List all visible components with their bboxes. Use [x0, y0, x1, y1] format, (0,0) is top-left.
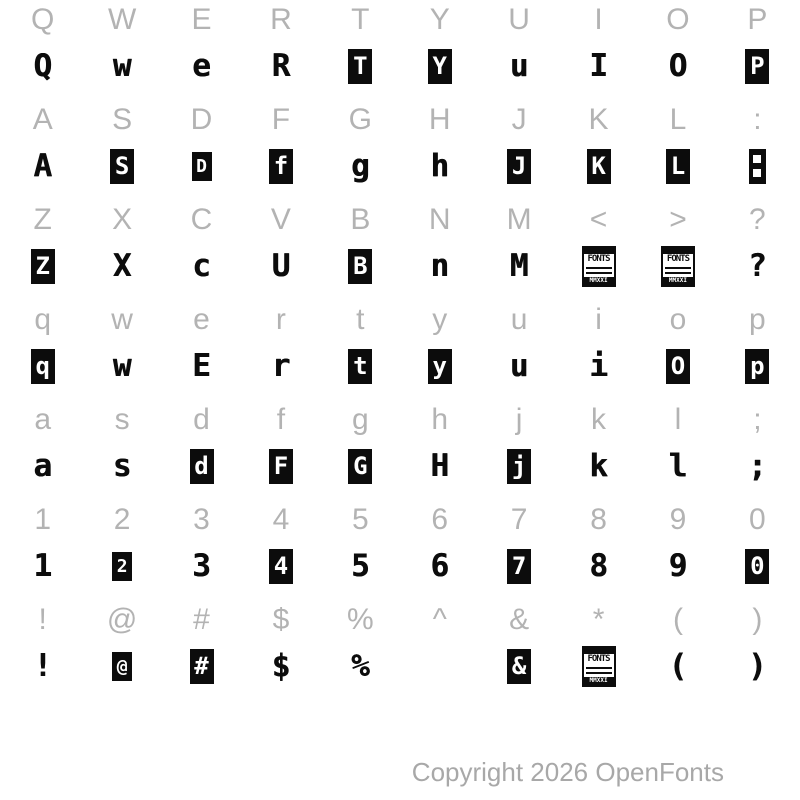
- glyph-cell: [638, 142, 717, 190]
- reference-row: [0, 100, 800, 140]
- glyph-cell: [3, 542, 82, 590]
- reference-char: D: [190, 103, 213, 136]
- fonts-stamp-glyph: [582, 246, 616, 287]
- stamp-line: [586, 672, 612, 674]
- stamp-line: [586, 267, 612, 269]
- reference-row: [0, 200, 800, 240]
- reference-char: ): [752, 603, 763, 636]
- glyph-cell: [718, 442, 797, 490]
- reference-char: F: [271, 103, 291, 136]
- glyph-cell: [559, 442, 638, 490]
- glyph-char: H: [430, 447, 450, 484]
- glyph-char: 8: [589, 547, 608, 584]
- reference-char: 6: [431, 503, 449, 536]
- glyph-cell: [241, 242, 320, 290]
- stamp-fineprint-lines: [584, 264, 614, 277]
- glyph-char: 9: [668, 547, 688, 584]
- glyph-cell: [479, 42, 558, 90]
- reference-char: l: [674, 403, 682, 436]
- stamp-title-text: FONTS: [587, 253, 610, 264]
- glyph-char-inverted: 0: [745, 549, 769, 584]
- reference-char: <: [589, 203, 608, 236]
- glyph-char-inverted: Y: [428, 49, 452, 84]
- stamp-line: [665, 267, 691, 269]
- glyph-cell: [400, 642, 479, 690]
- glyph-char-inverted: T: [348, 49, 372, 84]
- glyph-char: !: [33, 647, 53, 684]
- glyph-cell: [241, 542, 320, 590]
- glyph-cell: [718, 42, 797, 90]
- glyph-char: X: [112, 247, 132, 284]
- glyph-cell: [82, 342, 161, 390]
- glyph-cell: [162, 242, 241, 290]
- glyph-row: [0, 142, 800, 190]
- charmap-row-pair: [0, 500, 800, 600]
- reference-char: S: [112, 103, 133, 136]
- glyph-cell: [82, 142, 161, 190]
- glyph-char: Q: [33, 47, 53, 84]
- glyph-char: h: [430, 147, 450, 184]
- glyph-colon-inverted: [749, 149, 766, 184]
- glyph-char: ?: [748, 247, 767, 284]
- glyph-cell: [718, 242, 797, 290]
- reference-char: 5: [351, 503, 369, 536]
- reference-char: y: [432, 303, 448, 336]
- reference-char: H: [428, 103, 451, 136]
- glyph-row: [0, 442, 800, 490]
- glyph-char-inverted: J: [507, 149, 531, 184]
- stamp-line: [586, 272, 612, 274]
- reference-char: p: [749, 303, 766, 336]
- glyph-cell: [82, 442, 161, 490]
- reference-char: a: [34, 403, 52, 436]
- reference-char: g: [351, 403, 369, 436]
- reference-char: X: [112, 203, 133, 236]
- glyph-char-inverted: F: [269, 449, 293, 484]
- glyph-char-inverted: Z: [31, 249, 55, 284]
- glyph-cell: [321, 242, 400, 290]
- glyph-row: [0, 342, 800, 390]
- glyph-row: [0, 242, 800, 290]
- glyph-cell: [559, 642, 638, 690]
- reference-char: r: [275, 303, 286, 336]
- reference-char: K: [588, 103, 609, 136]
- reference-char: q: [34, 303, 52, 336]
- stamp-fineprint-lines: [584, 664, 614, 677]
- reference-char: ;: [753, 403, 762, 436]
- glyph-cell: [638, 542, 717, 590]
- reference-char: #: [193, 603, 210, 636]
- stamp-title-text: FONTS: [666, 253, 689, 264]
- reference-row: [0, 600, 800, 640]
- glyph-row: [0, 642, 800, 690]
- reference-char: (: [672, 603, 683, 636]
- glyph-cell: [638, 242, 717, 290]
- reference-char: 0: [749, 503, 766, 536]
- reference-char: 2: [113, 503, 131, 536]
- stamp-year-text: MMXXI: [584, 277, 614, 285]
- reference-char: :: [753, 103, 762, 136]
- glyph-char-inverted: @: [112, 652, 132, 681]
- charmap-row-pair: [0, 300, 800, 400]
- glyph-cell: [82, 242, 161, 290]
- glyph-char: E: [192, 347, 211, 384]
- stamp-year-text: MMXXI: [663, 277, 693, 285]
- glyph-char: k: [589, 447, 608, 484]
- glyph-char: (: [668, 647, 688, 684]
- reference-char: d: [193, 403, 210, 436]
- glyph-cell: [559, 42, 638, 90]
- glyph-char: a: [33, 447, 53, 484]
- glyph-char-inverted: f: [269, 149, 293, 184]
- glyph-cell: [559, 242, 638, 290]
- reference-char: ^: [432, 603, 447, 636]
- glyph-cell: [162, 142, 241, 190]
- reference-char: @: [106, 603, 138, 636]
- reference-row: [0, 400, 800, 440]
- glyph-char-inverted: K: [587, 149, 611, 184]
- glyph-char: 6: [430, 547, 450, 584]
- reference-char: h: [431, 403, 449, 436]
- reference-char: %: [346, 603, 374, 636]
- glyph-char: $: [271, 647, 291, 684]
- charmap-row-pair: [0, 400, 800, 500]
- reference-char: Q: [31, 3, 55, 36]
- glyph-cell: [718, 142, 797, 190]
- reference-char: >: [669, 203, 687, 236]
- glyph-char: u: [509, 347, 529, 384]
- glyph-cell: [559, 142, 638, 190]
- glyph-cell: [3, 342, 82, 390]
- copyright-text: Copyright 2026 OpenFonts: [411, 757, 724, 787]
- glyph-char-inverted: d: [190, 449, 214, 484]
- glyph-cell: [400, 542, 479, 590]
- reference-char: 1: [34, 503, 52, 536]
- glyph-cell: [400, 242, 479, 290]
- reference-char: w: [111, 303, 133, 336]
- glyph-cell: [241, 142, 320, 190]
- glyph-cell: [82, 42, 161, 90]
- glyph-char-inverted: P: [745, 49, 769, 84]
- glyph-cell: [638, 342, 717, 390]
- glyph-cell: [321, 342, 400, 390]
- glyph-char: u: [509, 47, 529, 84]
- glyph-cell: [400, 342, 479, 390]
- glyph-char-inverted: B: [348, 249, 372, 284]
- glyph-cell: [559, 342, 638, 390]
- glyph-cell: [3, 142, 82, 190]
- glyph-cell: [3, 642, 82, 690]
- reference-row: [0, 0, 800, 40]
- reference-char: 3: [193, 503, 210, 536]
- glyph-cell: [162, 542, 241, 590]
- glyph-cell: [559, 542, 638, 590]
- glyph-cell: [638, 642, 717, 690]
- glyph-char-inverted: 7: [507, 549, 531, 584]
- glyph-cell: [479, 242, 558, 290]
- reference-char: *: [592, 603, 605, 636]
- glyph-char: U: [271, 247, 291, 284]
- glyph-cell: [3, 42, 82, 90]
- reference-char: e: [193, 303, 210, 336]
- glyph-char: R: [271, 47, 291, 84]
- glyph-char-inverted: O: [666, 349, 690, 384]
- glyph-cell: [162, 442, 241, 490]
- glyph-char-inverted: q: [31, 349, 55, 384]
- glyph-cell: [82, 542, 161, 590]
- glyph-cell: [479, 642, 558, 690]
- reference-char: k: [591, 403, 607, 436]
- reference-char: s: [114, 403, 130, 436]
- glyph-cell: [638, 442, 717, 490]
- glyph-char: w: [112, 347, 132, 384]
- reference-char: T: [351, 3, 370, 36]
- reference-char: $: [272, 603, 290, 636]
- glyph-cell: [321, 42, 400, 90]
- glyph-char-inverted: 2: [112, 552, 132, 581]
- glyph-cell: [241, 342, 320, 390]
- reference-char: L: [669, 103, 687, 136]
- reference-char: B: [350, 203, 371, 236]
- glyph-cell: [479, 342, 558, 390]
- glyph-cell: [718, 642, 797, 690]
- reference-row: [0, 300, 800, 340]
- reference-char: W: [107, 3, 137, 36]
- glyph-cell: [479, 142, 558, 190]
- glyph-char: ;: [748, 447, 767, 484]
- glyph-char: r: [271, 347, 291, 384]
- fonts-stamp-glyph: [661, 246, 695, 287]
- glyph-cell: [718, 542, 797, 590]
- glyph-cell: [3, 242, 82, 290]
- glyph-cell: [162, 42, 241, 90]
- glyph-cell: [3, 442, 82, 490]
- reference-char: !: [38, 603, 47, 636]
- reference-char: V: [270, 203, 291, 236]
- glyph-char: ): [748, 647, 767, 684]
- glyph-cell: [400, 442, 479, 490]
- reference-char: j: [515, 403, 523, 436]
- glyph-cell: [400, 42, 479, 90]
- glyph-char-inverted: L: [666, 149, 690, 184]
- glyph-char-inverted: S: [110, 149, 134, 184]
- reference-char: 9: [669, 503, 687, 536]
- glyph-cell: [162, 642, 241, 690]
- reference-char: J: [511, 103, 527, 136]
- glyph-cell: [479, 442, 558, 490]
- reference-char: A: [32, 103, 53, 136]
- glyph-cell: [321, 642, 400, 690]
- glyph-char-inverted: j: [507, 449, 531, 484]
- reference-char: O: [666, 3, 690, 36]
- glyph-cell: [82, 642, 161, 690]
- reference-char: 7: [510, 503, 528, 536]
- glyph-char: e: [192, 47, 211, 84]
- reference-char: I: [594, 3, 603, 36]
- reference-char: t: [356, 303, 365, 336]
- glyph-row: [0, 542, 800, 590]
- glyph-char: 3: [192, 547, 211, 584]
- glyph-char-inverted: D: [192, 152, 212, 181]
- reference-char: i: [595, 303, 602, 336]
- glyph-cell: [241, 442, 320, 490]
- charmap-row-pair: [0, 200, 800, 300]
- reference-char: C: [190, 203, 213, 236]
- glyph-char: 5: [350, 547, 370, 584]
- charmap-row-pair: [0, 0, 800, 100]
- reference-char: o: [669, 303, 687, 336]
- glyph-char: %: [350, 647, 370, 684]
- stamp-line: [665, 272, 691, 274]
- glyph-char: O: [668, 47, 688, 84]
- reference-char: E: [191, 3, 212, 36]
- glyph-char-inverted: 4: [269, 549, 293, 584]
- glyph-cell: [321, 442, 400, 490]
- charmap-row-pair: [0, 600, 800, 700]
- stamp-year-text: MMXXI: [584, 677, 614, 685]
- glyph-char: w: [112, 47, 132, 84]
- stamp-title-text: FONTS: [587, 653, 610, 664]
- glyph-char-inverted: G: [348, 449, 372, 484]
- fonts-stamp-glyph: [582, 646, 616, 687]
- glyph-char-inverted: t: [348, 349, 372, 384]
- reference-char: f: [276, 403, 286, 436]
- glyph-char: 1: [33, 547, 53, 584]
- reference-char: Z: [33, 203, 52, 236]
- reference-char: u: [510, 303, 528, 336]
- glyph-char: g: [350, 147, 370, 184]
- reference-char: R: [270, 3, 292, 36]
- stamp-line: [586, 667, 612, 669]
- glyph-char-inverted: &: [507, 649, 531, 684]
- glyph-char: s: [112, 447, 132, 484]
- glyph-cell: [162, 342, 241, 390]
- reference-char: Y: [429, 3, 450, 36]
- glyph-char: l: [668, 447, 688, 484]
- reference-char: P: [747, 3, 768, 36]
- glyph-cell: [241, 642, 320, 690]
- glyph-cell: [479, 542, 558, 590]
- glyph-cell: [321, 542, 400, 590]
- glyph-char-inverted: #: [190, 649, 214, 684]
- reference-char: G: [348, 103, 372, 136]
- charmap-row-pair: [0, 100, 800, 200]
- glyph-char-inverted: p: [745, 349, 769, 384]
- glyph-cell: [321, 142, 400, 190]
- glyph-char: I: [589, 47, 608, 84]
- glyph-cell: [718, 342, 797, 390]
- colon-dot: [753, 155, 761, 163]
- glyph-cell: [638, 42, 717, 90]
- reference-row: [0, 500, 800, 540]
- glyph-char: i: [589, 347, 608, 384]
- glyph-cell: [400, 142, 479, 190]
- reference-char: N: [428, 203, 451, 236]
- reference-char: &: [509, 603, 530, 636]
- reference-char: ?: [749, 203, 766, 236]
- glyph-char: n: [430, 247, 450, 284]
- glyph-row: [0, 42, 800, 90]
- glyph-char: c: [192, 247, 211, 284]
- glyph-char-inverted: y: [428, 349, 452, 384]
- colon-dot: [753, 169, 761, 177]
- glyph-cell: [241, 42, 320, 90]
- reference-char: 8: [590, 503, 607, 536]
- glyph-char: M: [509, 247, 529, 284]
- reference-char: 4: [272, 503, 290, 536]
- reference-char: U: [508, 3, 530, 36]
- glyph-char: A: [33, 147, 53, 184]
- reference-char: M: [506, 203, 532, 236]
- stamp-fineprint-lines: [663, 264, 693, 277]
